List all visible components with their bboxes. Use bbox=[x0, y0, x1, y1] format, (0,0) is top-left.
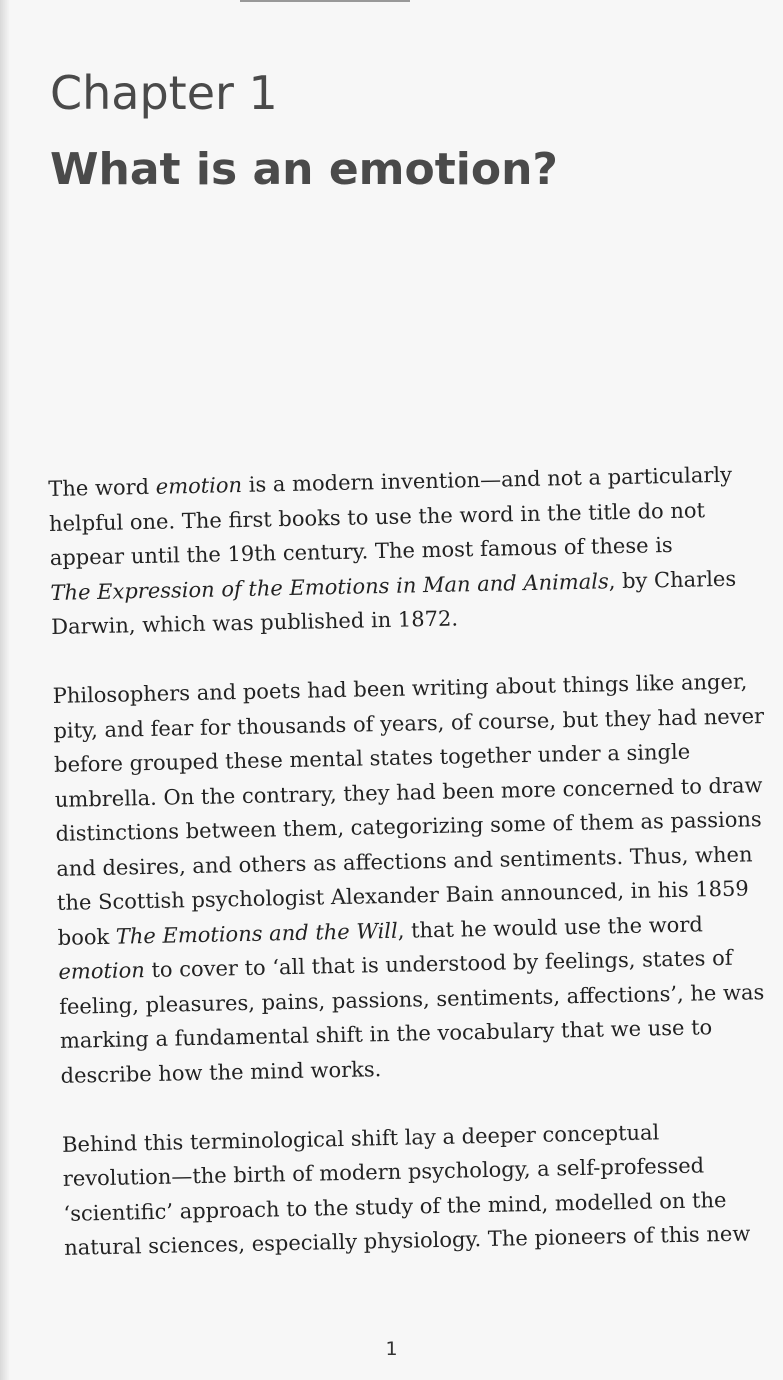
paragraph bbox=[48, 457, 751, 644]
italic-text: The Emotions and the Will bbox=[115, 918, 398, 949]
italic-text: emotion bbox=[155, 472, 243, 499]
paragraph bbox=[62, 1113, 765, 1266]
text-segment: book bbox=[57, 924, 117, 950]
text-segment: Darwin, which was published in 1872. bbox=[50, 606, 459, 639]
text-segment: is a modern invention—and not a particularly bbox=[241, 462, 733, 497]
text-segment: ‘scientific’ approach to the study of the mind, modelled on the bbox=[63, 1187, 727, 1226]
text-segment: distinctions between them, categorizing some of them as passions bbox=[55, 807, 762, 846]
chapter-number: Chapter 1 bbox=[50, 66, 278, 120]
text-segment: The word bbox=[48, 474, 157, 501]
text-segment: natural sciences, especially physiology. The pioneers of this new bbox=[64, 1221, 751, 1260]
text-segment: to cover to ‘all that is understood by feelings, states of bbox=[144, 945, 733, 983]
paragraph bbox=[52, 664, 765, 1093]
text-segment: the Scottish psychologist Alexander Bain announced, in his 1859 bbox=[56, 876, 749, 915]
text-segment: revolution—the birth of modern psychology, a self-professed bbox=[62, 1153, 705, 1191]
text-segment: and desires, and others as affections and sentiments. Thus, when bbox=[56, 841, 753, 881]
top-edge-line bbox=[240, 0, 410, 2]
text-segment: pity, and fear for thousands of years, of course, but they had never bbox=[53, 703, 765, 743]
text-segment: , by Charles bbox=[608, 566, 737, 593]
chapter-title: What is an emotion? bbox=[50, 144, 558, 195]
text-segment: marking a fundamental shift in the vocabulary that we use to bbox=[59, 1015, 713, 1053]
page-number: 1 bbox=[385, 1338, 398, 1360]
text-segment: Philosophers and poets had been writing about things like anger, bbox=[52, 669, 748, 708]
text-segment: appear until the 19th century. The most famous of these is bbox=[49, 532, 673, 570]
text-segment: before grouped these mental states together under a single bbox=[53, 739, 691, 777]
text-segment: helpful one. The first books to use the word in the title do not bbox=[48, 497, 706, 536]
italic-text: The Expression of the Emotions in Man and Animals bbox=[50, 568, 609, 605]
text-segment: feeling, pleasures, pains, passions, sentiments, affections’, he was bbox=[58, 979, 765, 1019]
italic-text: emotion bbox=[58, 958, 146, 984]
text-segment: , that he would use the word bbox=[397, 911, 704, 943]
page-gutter-shadow bbox=[0, 0, 10, 1380]
text-segment: Behind this terminological shift lay a deeper conceptual bbox=[61, 1119, 660, 1157]
text-segment: umbrella. On the contrary, they had been more concerned to draw bbox=[54, 772, 763, 812]
text-segment: describe how the mind works. bbox=[60, 1056, 382, 1088]
body-text bbox=[48, 457, 765, 1299]
